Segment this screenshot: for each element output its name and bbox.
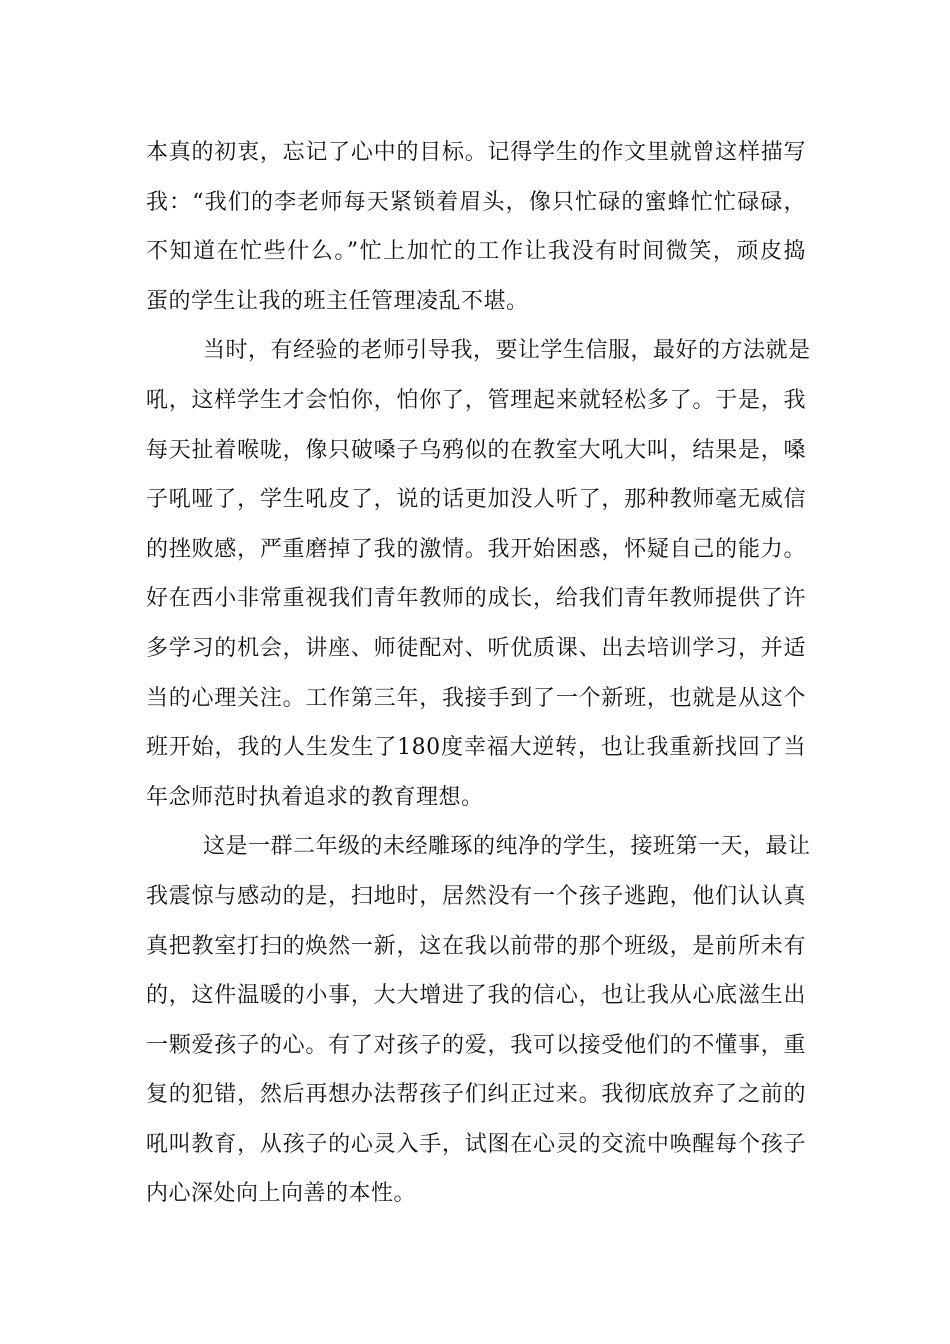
text-line: 真把教室打扫的焕然一新，这在我以前带的那个班级，是前所未有: [146, 933, 806, 959]
text-line: 班开始，我的人生发生了180度幸福大逆转，也让我重新找回了当: [146, 735, 806, 761]
text-line: 我：“我们的李老师每天紧锁着眉头，像只忙碌的蜜蜂忙忙碌碌，: [146, 189, 806, 215]
text-line: 年念师范时执着追求的教育理想。: [146, 784, 484, 810]
text-line: 的挫败感，严重磨掉了我的激情。我开始困惑，怀疑自己的能力。: [146, 536, 806, 562]
text-line: 当的心理关注。工作第三年，我接手到了一个新班，也就是从这个: [146, 685, 806, 711]
text-line: 蛋的学生让我的班主任管理凌乱不堪。: [146, 288, 529, 314]
paragraph-first-line: 当时，有经验的老师引导我，要让学生信服，最好的方法就是: [203, 338, 811, 364]
body-text: [146, 128, 811, 1219]
text-line: 吼，这样学生才会怕你，怕你了，管理起来就轻松多了。于是，我: [146, 387, 806, 413]
text-line: 吼叫教育，从孩子的心灵入手，试图在心灵的交流中唤醒每个孩子: [146, 1131, 806, 1157]
paragraph-first-line: 这是一群二年级的未经雕琢的纯净的学生，接班第一天，最让: [203, 834, 811, 860]
text-line: 复的犯错，然后再想办法帮孩子们纠正过来。我彻底放弃了之前的: [146, 1082, 806, 1108]
text-line: 多学习的机会，讲座、师徒配对、听优质课、出去培训学习，并适: [146, 635, 806, 661]
text-line: 每天扯着喉咙，像只破嗓子乌鸦似的在教室大吼大叫，结果是，嗓: [146, 437, 806, 463]
text-line: 子吼哑了，学生吼皮了，说的话更加没人听了，那种教师毫无威信: [146, 487, 806, 513]
text-line: 内心深处向上向善的本性。: [146, 1181, 417, 1207]
text-line: 的，这件温暖的小事，大大增进了我的信心，也让我从心底滋生出: [146, 983, 806, 1009]
text-line: 不知道在忙些什么。”忙上加忙的工作让我没有时间微笑，顽皮捣: [146, 239, 806, 265]
text-line: 本真的初衷，忘记了心中的目标。记得学生的作文里就曾这样描写: [146, 140, 806, 165]
text-line: 一颗爱孩子的心。有了对孩子的爱，我可以接受他们的不懂事，重: [146, 1032, 806, 1058]
text-line: 好在西小非常重视我们青年教师的成长，给我们青年教师提供了许: [146, 586, 806, 612]
text-line: 我震惊与感动的是，扫地时，居然没有一个孩子逃跑，他们认认真: [146, 883, 806, 909]
